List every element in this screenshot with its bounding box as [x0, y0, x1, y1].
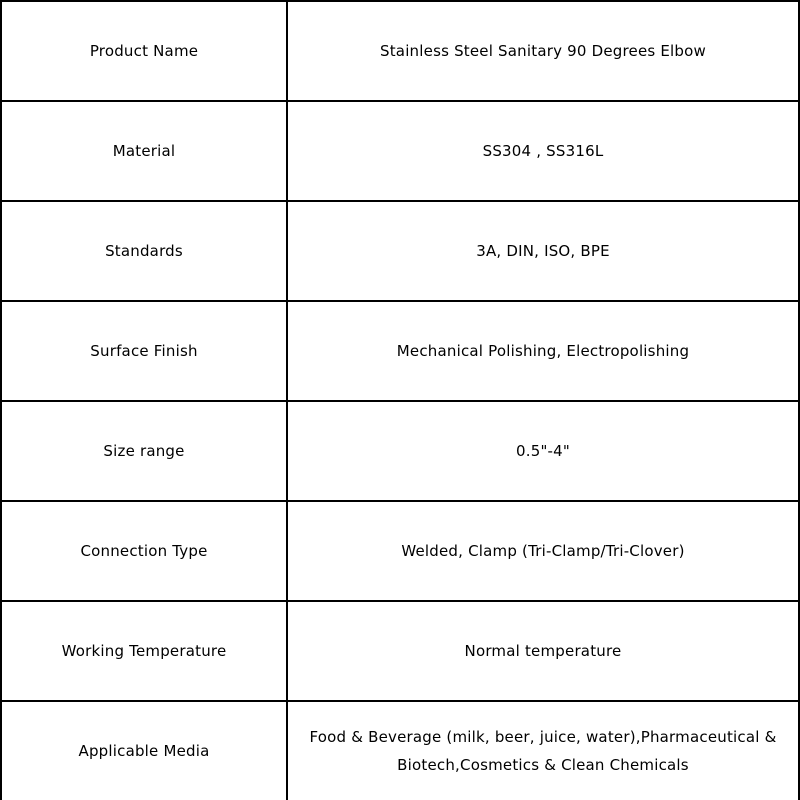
table-row-connection-type: [1, 501, 799, 601]
spec-label-applicable-media: Applicable Media: [1, 701, 287, 800]
spec-label-size-range: Size range: [1, 401, 287, 501]
spec-value-working-temperature: Normal temperature: [287, 601, 799, 701]
table-row-standards: [1, 201, 799, 301]
spec-label-connection-type: Connection Type: [1, 501, 287, 601]
spec-label-standards: Standards: [1, 201, 287, 301]
table-row-surface-finish: [1, 301, 799, 401]
spec-label-product-name: Product Name: [1, 1, 287, 101]
table-row-working-temperature: [1, 601, 799, 701]
spec-value-size-range: 0.5"-4": [287, 401, 799, 501]
spec-value-material: SS304 , SS316L: [287, 101, 799, 201]
spec-value-surface-finish: Mechanical Polishing, Electropolishing: [287, 301, 799, 401]
spec-value-standards: 3A, DIN, ISO, BPE: [287, 201, 799, 301]
spec-value-applicable-media: Food & Beverage (milk, beer, juice, water),Pharmaceutical & Biotech,Cosmetics & Clean Chemicals: [287, 701, 799, 800]
table-row-material: [1, 101, 799, 201]
spec-value-connection-type: Welded, Clamp (Tri-Clamp/Tri-Clover): [287, 501, 799, 601]
table-row-product-name: [1, 1, 799, 101]
spec-label-material: Material: [1, 101, 287, 201]
spec-label-working-temperature: Working Temperature: [1, 601, 287, 701]
spec-value-product-name: Stainless Steel Sanitary 90 Degrees Elbow: [287, 1, 799, 101]
table-row-size-range: [1, 401, 799, 501]
table-row-applicable-media: [1, 701, 799, 800]
spec-label-surface-finish: Surface Finish: [1, 301, 287, 401]
